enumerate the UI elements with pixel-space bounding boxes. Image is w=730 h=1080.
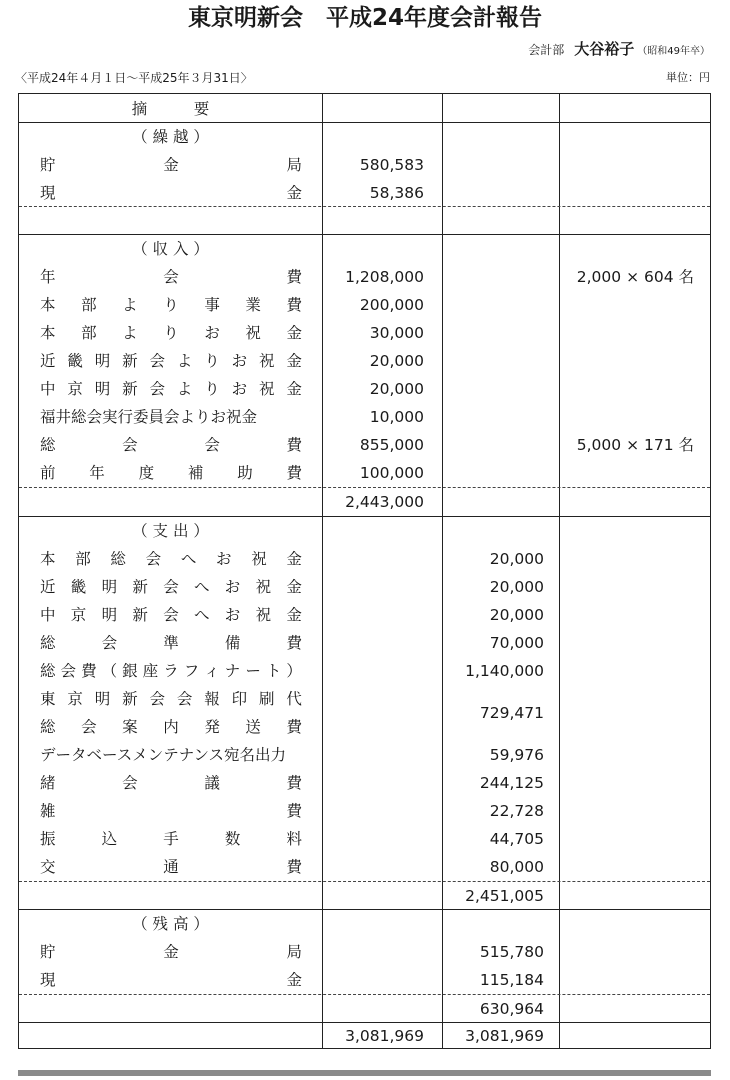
expense-label: 総 会 準 備 費	[40, 634, 302, 652]
balance-amount: 115,184	[479, 971, 544, 989]
expense-amount: 244,125	[479, 774, 544, 792]
income-label: 中 京 明 新 会 よ り お 祝 金	[40, 380, 302, 398]
expense-label: 中 京 明 新 会 へ お 祝 金	[40, 606, 302, 624]
income-amount: 30,000	[369, 324, 424, 342]
income-label: 近 畿 明 新 会 よ り お 祝 金	[40, 352, 302, 370]
expense-heading: （ 支 出 ）	[132, 522, 209, 540]
income-label: 福井総会実行委員会よりお祝金	[40, 408, 258, 426]
expense-amount: 20,000	[489, 550, 544, 568]
grand-total-right: 3,081,969	[465, 1027, 544, 1045]
balance-heading: （ 残 高 ）	[132, 915, 209, 933]
expense-total: 2,451,005	[465, 887, 544, 905]
header-summary: 摘 要	[131, 100, 210, 118]
expense-label: 近 畿 明 新 会 へ お 祝 金	[40, 578, 302, 596]
unit-label: 単位：円	[666, 71, 710, 84]
expense-label: 緒 会 議 費	[40, 774, 302, 792]
ledger-table	[18, 93, 711, 1049]
income-label: 本 部 よ り 事 業 費	[40, 296, 302, 314]
expense-amount: 44,705	[489, 830, 544, 848]
carryover-label: 貯 金 局	[40, 156, 302, 174]
expense-amount: 59,976	[489, 746, 544, 764]
income-amount: 20,000	[369, 380, 424, 398]
income-amount: 200,000	[359, 296, 424, 314]
income-label: 総 会 会 費	[40, 436, 302, 454]
expense-label: 本 部 総 会 へ お 祝 金	[40, 550, 302, 568]
expense-amount: 20,000	[489, 606, 544, 624]
footer-bar	[18, 1070, 711, 1076]
expense-label: 振 込 手 数 料	[40, 830, 302, 848]
income-amount: 20,000	[369, 352, 424, 370]
row-divider	[19, 881, 710, 882]
expense-label: 総 会 案 内 発 送 費	[40, 718, 302, 736]
income-label: 前 年 度 補 助 費	[40, 464, 302, 482]
expense-amount: 20,000	[489, 578, 544, 596]
expense-label: 雑 費	[40, 802, 302, 820]
grand-total-left: 3,081,969	[345, 1027, 424, 1045]
balance-label: 現 金	[40, 971, 302, 989]
income-heading: （ 収 入 ）	[132, 240, 209, 258]
carryover-label: 現 金	[40, 184, 302, 202]
expense-amount: 22,728	[489, 802, 544, 820]
balance-label: 貯 金 局	[40, 943, 302, 961]
income-note: 5,000 × 171 名	[576, 436, 694, 454]
balance-amount: 515,780	[479, 943, 544, 961]
row-divider	[19, 994, 710, 995]
income-amount: 1,208,000	[345, 268, 424, 286]
carryover-amount: 580,583	[359, 156, 424, 174]
expense-amount: 70,000	[489, 634, 544, 652]
expense-label: 東 京 明 新 会 会 報 印 刷 代	[40, 690, 302, 708]
income-note: 2,000 × 604 名	[576, 268, 694, 286]
income-amount: 855,000	[359, 436, 424, 454]
author-year: （昭和49年卒）	[637, 46, 710, 57]
author-name: 大谷裕子	[574, 40, 635, 58]
carryover-amount: 58,386	[369, 184, 424, 202]
income-total: 2,443,000	[345, 493, 424, 511]
column-divider	[322, 94, 323, 1048]
income-label: 本 部 よ り お 祝 金	[40, 324, 302, 342]
expense-label: 総 会 費 （ 銀 座 ラ フ ィ ナ ー ト ）	[40, 662, 302, 680]
row-divider	[19, 206, 710, 207]
author-dept: 会計部	[528, 43, 565, 57]
expense-combined-amount: 729,471	[479, 704, 544, 722]
balance-total: 630,964	[479, 1000, 544, 1018]
expense-amount: 1,140,000	[465, 662, 544, 680]
author-line	[528, 38, 710, 60]
expense-label: データベースメンテナンス宛名出力	[40, 746, 286, 764]
carryover-heading: （ 繰 越 ）	[132, 128, 209, 146]
fiscal-period: 〈平成24年４月１日～平成25年３月31日〉	[15, 71, 253, 85]
income-amount: 100,000	[359, 464, 424, 482]
expense-amount: 80,000	[489, 858, 544, 876]
page-title: 東京明新会 平成24年度会計報告	[187, 5, 542, 31]
income-label: 年 会 費	[40, 268, 302, 286]
column-divider	[559, 94, 560, 1048]
expense-label: 交 通 費	[40, 858, 302, 876]
income-amount: 10,000	[369, 408, 424, 426]
